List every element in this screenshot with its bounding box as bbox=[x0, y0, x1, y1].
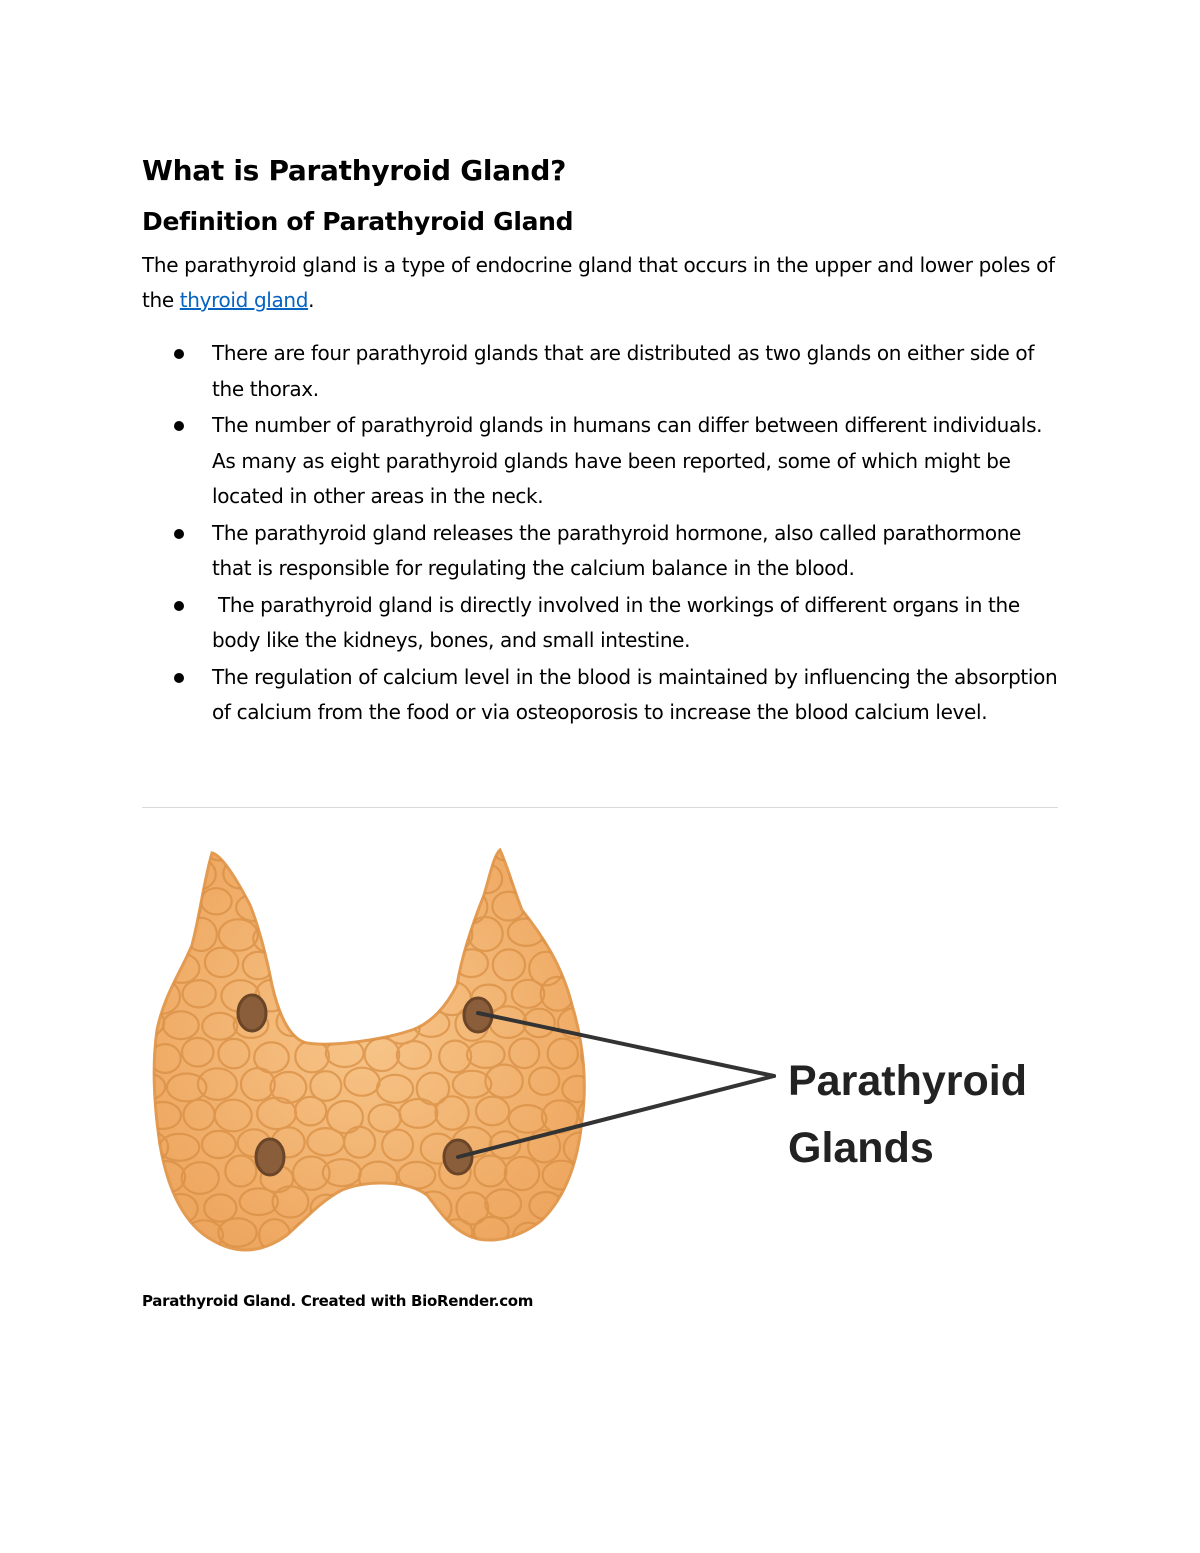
thyroid-cell bbox=[543, 863, 579, 893]
thyroid-cell bbox=[288, 859, 325, 886]
figure-label-line2: Glands bbox=[788, 1124, 934, 1172]
list-item-text: The parathyroid gland releases the parathyroid hormone, also called parathormone that is responsible for regulating the calcium balance in the blood. bbox=[212, 520, 1022, 580]
list-item-text: The number of parathyroid glands in humans can differ between different individuals. As many as eight parathyroid glands have been reported, some of which might be located in other areas in the neck. bbox=[212, 413, 1043, 508]
thyroid-cell bbox=[576, 1216, 614, 1246]
figure-caption: Parathyroid Gland. Created with BioRender.com bbox=[142, 1292, 534, 1310]
bullet-icon bbox=[174, 349, 184, 359]
thyroid-cell bbox=[524, 835, 559, 862]
thyroid-cell bbox=[310, 945, 341, 977]
intro-text: The parathyroid gland is a type of endocrine gland that occurs in the upper and lower poles of the bbox=[142, 253, 1055, 312]
list-item bbox=[142, 660, 1060, 731]
document-body bbox=[142, 148, 1060, 732]
list-item-text: There are four parathyroid glands that are distributed as two glands on either side of the thorax. bbox=[212, 341, 1035, 401]
bullet-icon bbox=[174, 529, 184, 539]
thyroid-cell bbox=[275, 886, 308, 916]
thyroid-cell bbox=[340, 835, 380, 858]
thyroid-cell bbox=[255, 863, 290, 893]
thyroid-cell bbox=[381, 950, 415, 976]
thyroid-cell bbox=[399, 918, 437, 950]
thyroid-cell bbox=[415, 835, 449, 863]
thyroid-cell bbox=[296, 982, 329, 1011]
thyroid-cell bbox=[324, 860, 363, 894]
intro-period: . bbox=[308, 288, 315, 312]
thyroid-cell bbox=[145, 859, 180, 886]
thyroid-cell bbox=[582, 983, 617, 1009]
page-title: What is Parathyroid Gland? bbox=[142, 154, 567, 187]
thyroid-cell bbox=[307, 890, 339, 918]
thyroid-cell bbox=[566, 951, 597, 979]
list-item bbox=[142, 336, 1060, 407]
list-item-text: The parathyroid gland is directly involved in the workings of different organs in the body like the kidneys, bones, and small intestine. bbox=[212, 592, 1026, 652]
section-heading: Definition of Parathyroid Gland bbox=[142, 207, 574, 236]
thyroid-cell bbox=[290, 920, 328, 953]
thyroid-cell bbox=[274, 948, 308, 978]
thyroid-cell bbox=[366, 982, 401, 1012]
intro-paragraph bbox=[142, 248, 1060, 318]
thyroid-cell bbox=[329, 1219, 363, 1246]
thyroid-cell bbox=[456, 835, 488, 860]
thyroid-cell bbox=[239, 835, 274, 856]
thyroid-cell bbox=[167, 835, 198, 862]
thyroid-cell bbox=[344, 1188, 382, 1220]
thyroid-cell bbox=[275, 835, 311, 857]
thyroid-cell bbox=[330, 981, 361, 1010]
thyroid-cell bbox=[380, 835, 417, 860]
thyroid-cell bbox=[401, 857, 434, 886]
thyroid-cell bbox=[403, 981, 434, 1008]
thyroid-cell bbox=[147, 917, 182, 950]
thyroid-cell bbox=[168, 892, 200, 925]
thyroid-cell bbox=[386, 1191, 417, 1223]
thyroid-cell bbox=[383, 888, 417, 915]
thyroid-cell bbox=[293, 1220, 331, 1249]
list-item bbox=[142, 408, 1060, 515]
thyroid-cell bbox=[434, 919, 473, 951]
parathyroid-gland-upper-left bbox=[238, 995, 266, 1031]
thyroid-cell bbox=[420, 888, 450, 920]
parathyroid-gland-lower-left bbox=[256, 1139, 284, 1175]
thyroid-cell bbox=[343, 952, 382, 979]
thyroid-cell bbox=[581, 1039, 611, 1071]
thyroid-cell bbox=[361, 916, 401, 946]
bullet-list bbox=[142, 336, 1060, 731]
bullet-icon bbox=[174, 673, 184, 683]
list-item-text: The regulation of calcium level in the blood is maintained by influencing the absorption of calcium from the food or via osteoporosis to increase the blood calcium level. bbox=[212, 664, 1058, 724]
thyroid-cell bbox=[586, 921, 616, 950]
bullet-icon bbox=[174, 601, 184, 611]
thyroid-cell bbox=[142, 835, 163, 860]
thyroid-cell bbox=[561, 835, 599, 860]
thyroid-cell bbox=[142, 950, 161, 982]
thyroid-cell bbox=[142, 886, 162, 918]
thyroid-cell bbox=[364, 1218, 399, 1252]
thyroid-cell bbox=[413, 954, 452, 980]
thyroid-cell bbox=[561, 888, 591, 919]
thyroid-cell bbox=[341, 1004, 379, 1038]
thyroid-cell bbox=[580, 1158, 611, 1185]
thyroid-cell bbox=[542, 1221, 577, 1251]
thyroid-cell bbox=[327, 923, 363, 956]
figure-label-line1: Parathyroid bbox=[788, 1057, 1027, 1105]
horizontal-divider bbox=[142, 807, 1058, 808]
thyroid-cell bbox=[575, 863, 614, 891]
thyroid-illustration bbox=[142, 835, 1060, 1275]
thyroid-cell bbox=[404, 1222, 434, 1255]
thyroid-cell bbox=[307, 1010, 347, 1043]
thyroid-gland-link[interactable]: thyroid gland bbox=[179, 288, 309, 312]
list-item bbox=[142, 588, 1060, 659]
thyroid-cell bbox=[432, 858, 469, 890]
thyroid-cell bbox=[366, 862, 403, 893]
bullet-icon bbox=[174, 421, 184, 431]
thyroid-cell bbox=[149, 1223, 186, 1250]
list-item bbox=[142, 516, 1060, 587]
thyroid-cell bbox=[305, 835, 344, 858]
parathyroid-figure bbox=[142, 835, 1060, 1275]
thyroid-cell bbox=[350, 889, 382, 915]
thyroid-cell bbox=[142, 1190, 164, 1216]
thyroid-shape bbox=[142, 835, 617, 1255]
